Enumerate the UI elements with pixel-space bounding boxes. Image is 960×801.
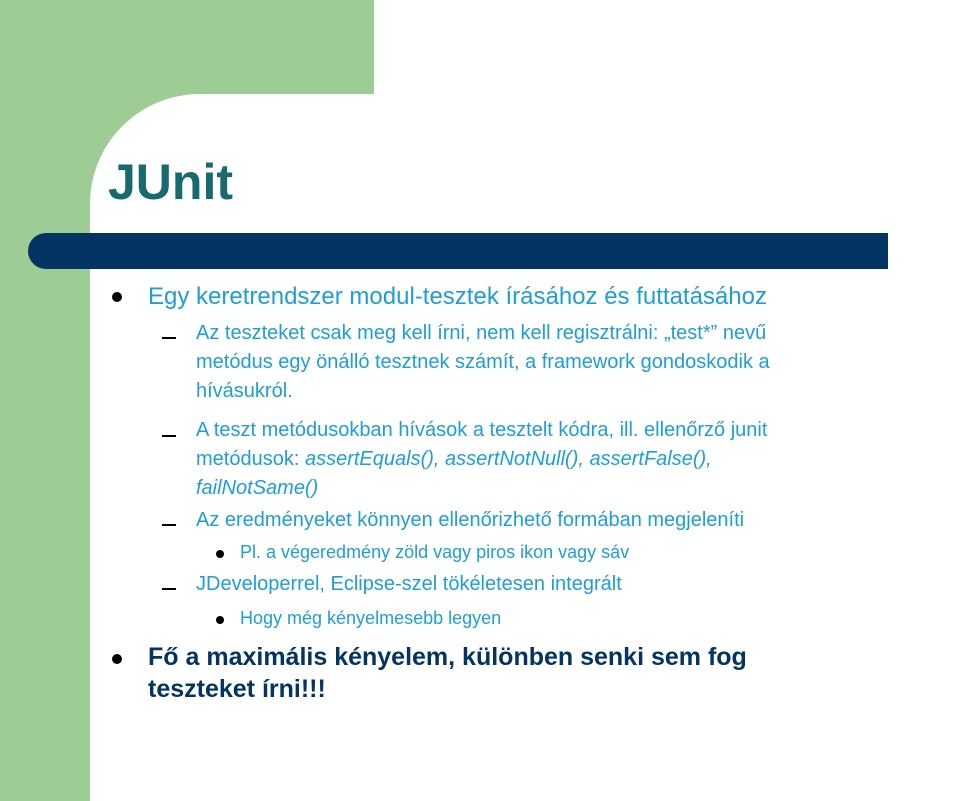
slide-title: JUnit [108, 154, 233, 210]
dash-marker [162, 337, 176, 339]
sub-2-line-2 [196, 448, 712, 471]
bullet-dot [112, 292, 122, 302]
bullet-dot [112, 654, 122, 664]
dash-marker [162, 435, 176, 437]
sub-2-line-3: failNotSame() [196, 477, 319, 499]
sub-4-point: Hogy még kényelmesebb legyen [240, 608, 502, 628]
bullet-2-line-1: Fő a maximális kényelem, különben senki sem fog [148, 643, 747, 671]
dash-marker [162, 524, 176, 526]
sub-4-text: JDeveloperrel, Eclipse-szel tökéletesen integrált [196, 573, 622, 595]
sub-3-text: Az eredményeket könnyen ellenőrizhető formában megjeleníti [196, 509, 745, 531]
sub-1-line-3: hívásukról. [196, 380, 293, 402]
bullet-dot [216, 550, 224, 558]
dash-marker [162, 588, 176, 590]
bullet-1-text: Egy keretrendszer modul-tesztek írásához és futtatásához [148, 283, 767, 310]
sub-3-point: Pl. a végeredmény zöld vagy piros ikon vagy sáv [240, 542, 630, 562]
background-green-strip [0, 94, 90, 801]
sub-1-line-2: metódus egy önálló tesztnek számít, a framework gondoskodik a [196, 351, 770, 373]
title-underline-bar [28, 233, 888, 269]
sub-2-line-2-italic: assertEquals(), assertNotNull(), assertFalse(), [304, 448, 712, 470]
sub-2-line-1: A teszt metódusokban hívások a tesztelt kódra, ill. ellenőrző junit [196, 419, 768, 441]
title-underline-bar-end [870, 233, 888, 269]
bullet-dot [216, 616, 224, 624]
bullet-2-line-2: teszteket írni!!! [148, 675, 326, 703]
sub-1-line-1: Az teszteket csak meg kell írni, nem kell regisztrálni: „test*” nevű [196, 322, 767, 344]
sub-2-line-2-prefix: metódusok: [196, 448, 305, 470]
